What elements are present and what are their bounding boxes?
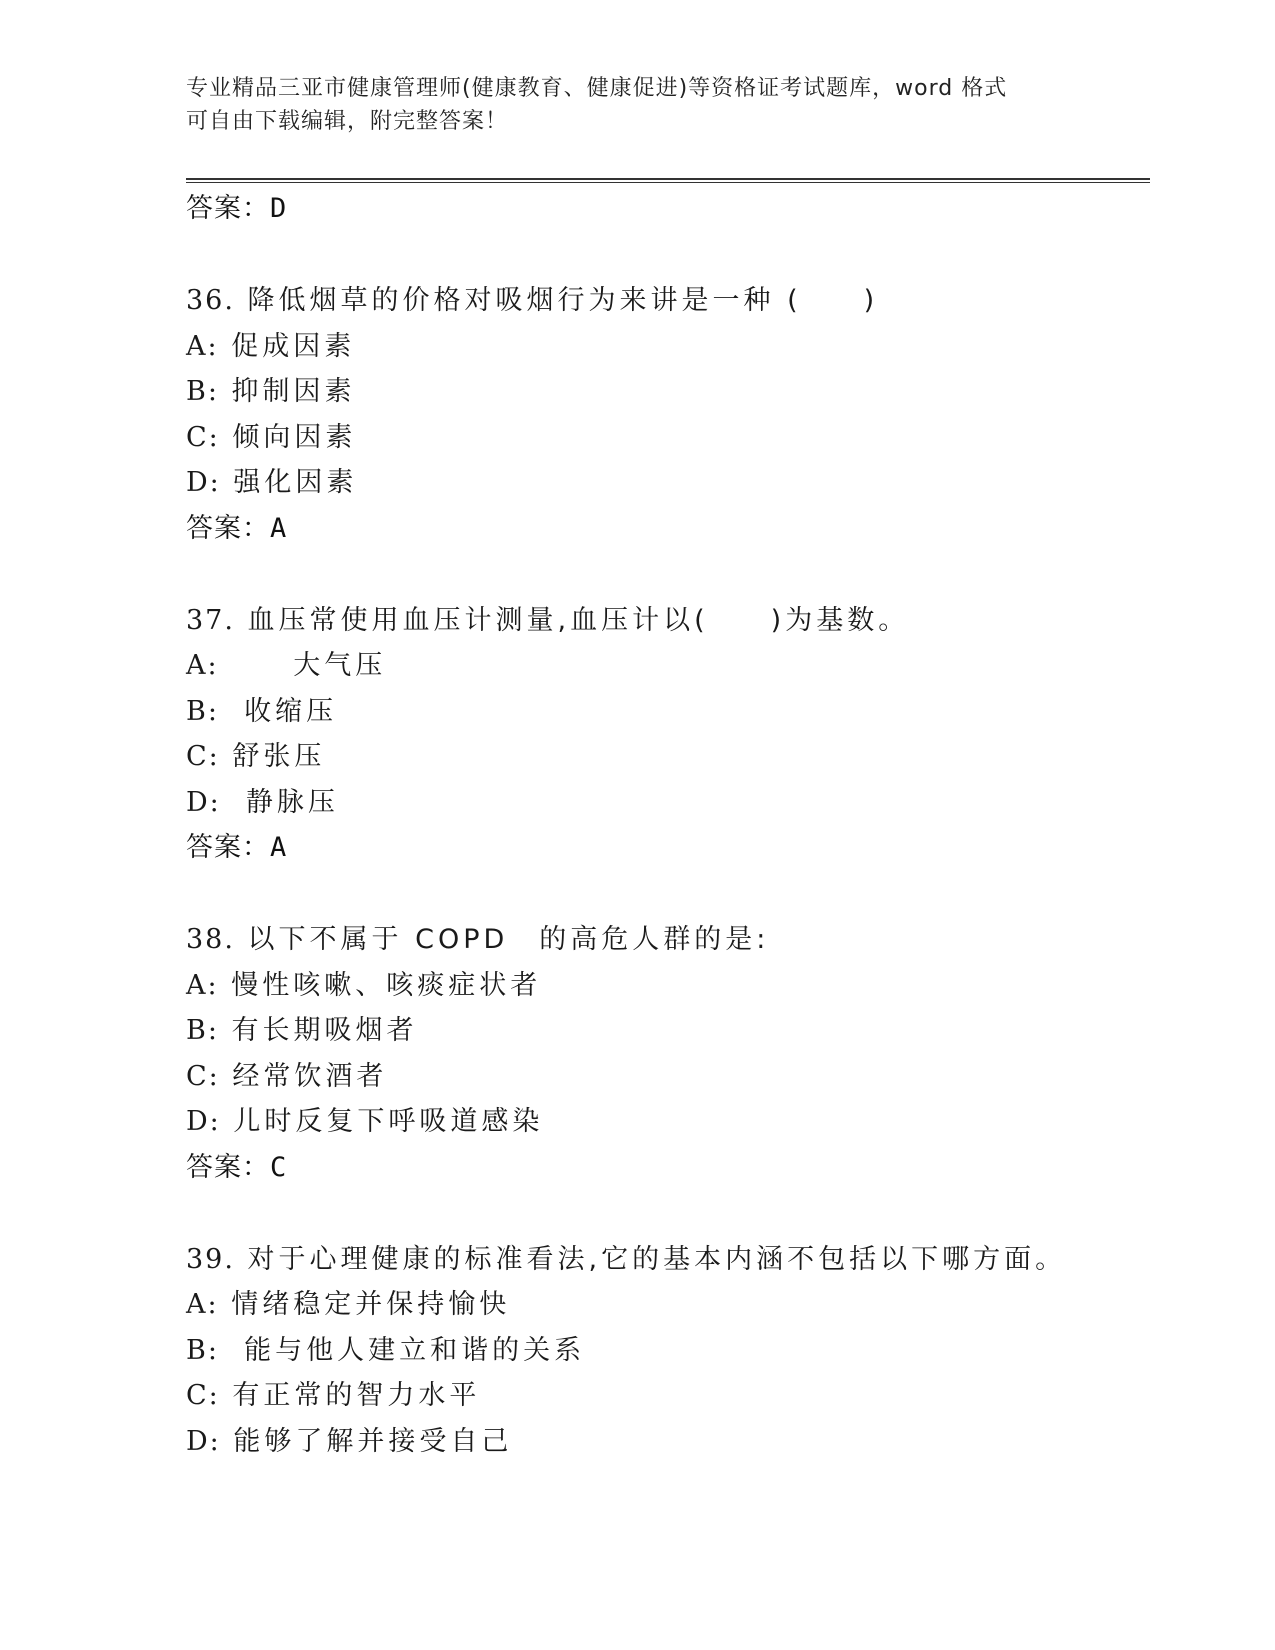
answer-label: 答案： <box>186 1151 270 1183</box>
question-text: 以下不属于 COPD 的高危人群的是: <box>247 924 770 955</box>
option-a <box>186 324 1150 370</box>
answer-label: 答案： <box>186 512 270 544</box>
answer-label: 答案： <box>186 193 270 224</box>
question-text: 对于心理健康的标准看法,它的基本内涵不包括以下哪方面。 <box>247 1243 1067 1275</box>
option-c <box>186 1373 1150 1419</box>
option-key: D: <box>186 1425 221 1457</box>
answer-value: D <box>270 193 288 224</box>
question-stem <box>186 1237 1150 1283</box>
option-text: 有正常的智力水平 <box>232 1380 481 1411</box>
option-key: B: <box>186 376 219 407</box>
option-b <box>186 1328 1150 1374</box>
option-b <box>186 689 1150 735</box>
question-38 <box>186 917 1150 1191</box>
option-a <box>186 1282 1150 1328</box>
answer-line <box>186 186 1150 232</box>
option-key: A: <box>186 650 219 681</box>
question-text: 血压常使用血压计测量,血压计以( )为基数。 <box>247 604 910 636</box>
option-b <box>186 1008 1150 1054</box>
answer-line <box>186 825 1150 871</box>
question-stem <box>186 278 1150 324</box>
question-number: 39. <box>186 1243 235 1275</box>
option-c <box>186 734 1150 780</box>
header-divider <box>186 178 1150 183</box>
option-key: B: <box>186 695 219 727</box>
option-text: 静脉压 <box>233 786 339 818</box>
question-stem <box>186 598 1150 644</box>
option-key: D: <box>186 467 221 498</box>
option-text: 能与他人建立和谐的关系 <box>231 1334 586 1366</box>
question-number: 36. <box>186 285 235 316</box>
answer-value: A <box>270 832 288 863</box>
option-key: A: <box>186 330 219 362</box>
option-key: A: <box>186 969 219 1001</box>
option-d <box>186 1419 1150 1465</box>
option-text: 强化因素 <box>233 467 358 498</box>
option-key: D: <box>186 786 221 818</box>
answer-value: A <box>270 512 288 544</box>
option-a <box>186 643 1150 689</box>
option-d <box>186 780 1150 826</box>
option-text: 慢性咳嗽、咳痰症状者 <box>231 969 542 1001</box>
question-number: 37. <box>186 604 235 636</box>
question-list <box>186 186 1150 1464</box>
option-text: 促成因素 <box>231 330 356 362</box>
question-37 <box>186 598 1150 872</box>
answer-line <box>186 506 1150 552</box>
option-key: C: <box>186 1380 220 1411</box>
option-c <box>186 415 1150 461</box>
option-key: C: <box>186 421 220 453</box>
option-a <box>186 963 1150 1009</box>
option-d <box>186 1099 1150 1145</box>
answer-line <box>186 1145 1150 1191</box>
option-d <box>186 460 1150 506</box>
option-text: 大气压 <box>231 650 387 681</box>
answer-label: 答案： <box>186 832 270 863</box>
option-text: 舒张压 <box>232 741 326 772</box>
option-text: 收缩压 <box>231 695 338 727</box>
option-key: B: <box>186 1015 219 1046</box>
option-text: 能够了解并接受自己 <box>233 1425 513 1457</box>
option-text: 倾向因素 <box>232 421 357 453</box>
header-line-1: 专业精品三亚市健康管理师(健康教育、健康促进)等资格证考试题库，word 格式 <box>186 76 1008 101</box>
option-key: D: <box>186 1106 221 1137</box>
option-text: 经常饮酒者 <box>232 1060 388 1092</box>
answer-value: C <box>270 1151 288 1183</box>
option-text: 抑制因素 <box>231 376 356 407</box>
option-key: C: <box>186 1060 220 1092</box>
option-key: B: <box>186 1334 219 1366</box>
option-c <box>186 1054 1150 1100</box>
question-36 <box>186 278 1150 552</box>
option-text: 儿时反复下呼吸道感染 <box>233 1106 544 1137</box>
question-39 <box>186 1237 1150 1465</box>
question-number: 38. <box>186 924 235 955</box>
question-stem <box>186 917 1150 963</box>
option-text: 有长期吸烟者 <box>231 1015 418 1046</box>
option-key: A: <box>186 1289 219 1320</box>
page-header <box>186 72 1066 138</box>
option-b <box>186 369 1150 415</box>
option-text: 情绪稳定并保持愉快 <box>231 1289 511 1320</box>
header-line-2: 可自由下载编辑，附完整答案！ <box>186 109 509 134</box>
question-text: 降低烟草的价格对吸烟行为来讲是一种 ( ) <box>247 285 879 316</box>
option-key: C: <box>186 741 220 772</box>
